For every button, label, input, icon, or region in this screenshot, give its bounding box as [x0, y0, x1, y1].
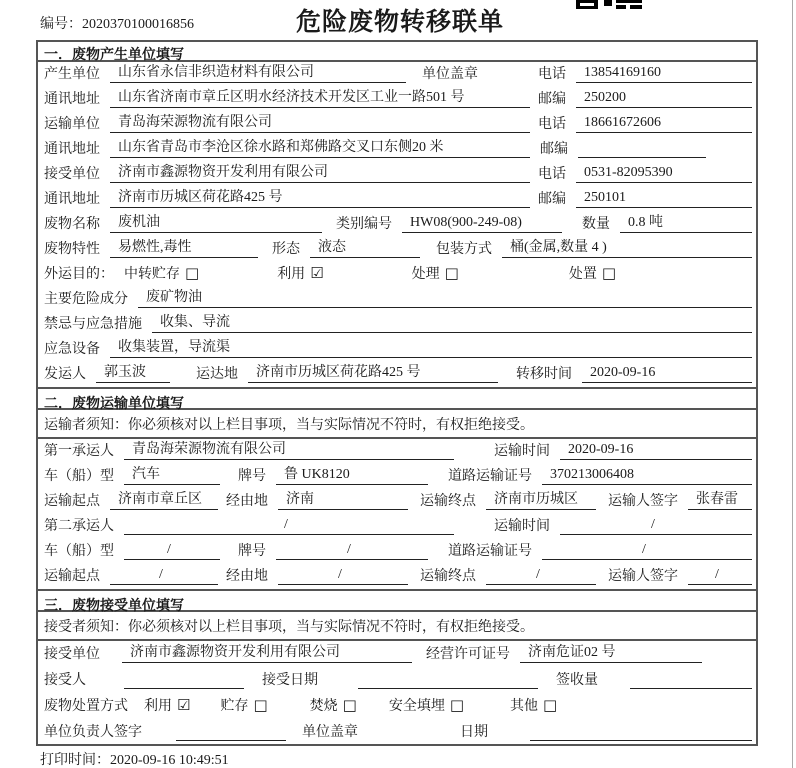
transporter-zip-value	[578, 143, 706, 158]
transport-time2-value: /	[560, 517, 752, 535]
transport-time2-label: 运输时间	[494, 518, 550, 534]
transporter-zip-label: 邮编	[540, 141, 568, 157]
generator-address-value: 山东省济南市章丘区明水经济技术开发区工业一路501 号	[110, 90, 530, 108]
end2-value: /	[486, 567, 596, 585]
option-transfer-storage-label: 中转贮存	[124, 266, 180, 282]
category-label: 类别编号	[336, 216, 392, 232]
vehicle2-value: /	[124, 542, 220, 560]
sign2-value: /	[688, 567, 752, 585]
address-label: 通讯地址	[44, 191, 100, 207]
accept-date-label: 接受日期	[262, 672, 318, 688]
serial-value: 2020370100016856	[82, 17, 194, 32]
receiving-unit-label: 接受单位	[44, 646, 100, 662]
carrier1-value: 青岛海荣源物流有限公司	[124, 442, 454, 460]
row-route2	[38, 564, 756, 589]
generator-value: 山东省永信非织造材料有限公司	[110, 65, 406, 83]
generator-phone-value: 13854169160	[576, 65, 752, 83]
section3-title: 三．废物接受单位填写	[38, 589, 756, 612]
generator-phone-label: 电话	[538, 66, 566, 82]
carrier1-label: 第一承运人	[44, 443, 114, 459]
page-edge-line	[792, 0, 793, 768]
row-vehicle1	[38, 464, 756, 489]
option-dispose	[569, 265, 616, 283]
carrier2-value: /	[124, 517, 454, 535]
option-use3	[144, 697, 190, 715]
generator-zip-value: 250200	[576, 90, 752, 108]
landfill-checkbox: □	[449, 695, 465, 714]
unit-seal3-label: 单位盖章	[302, 724, 358, 740]
receiver-address-value: 济南市历城区荷花路425 号	[110, 190, 530, 208]
via1-label: 经由地	[226, 493, 268, 509]
burn-checkbox: □	[342, 695, 357, 714]
option-burn	[310, 697, 357, 715]
use-checkbox: ☑	[310, 263, 324, 282]
row-emergency-equipment	[38, 337, 756, 362]
characteristics-value: 易燃性,毒性	[110, 240, 258, 258]
option-other	[510, 697, 557, 715]
waste-name-label: 废物名称	[44, 216, 100, 232]
row-transport-purpose	[38, 262, 756, 287]
manager-sign-label: 单位负责人签字	[44, 724, 142, 740]
row-transporter	[38, 112, 756, 137]
document-header	[0, 0, 796, 40]
end1-value: 济南市历城区	[486, 492, 596, 510]
row-carrier2	[38, 514, 756, 539]
characteristics-label: 废物特性	[44, 241, 100, 257]
origin1-value: 济南市章丘区	[110, 492, 218, 510]
transfer-date-value: 2020-09-16	[582, 365, 752, 383]
dispose-checkbox: □	[601, 263, 617, 282]
taboo-value: 收集、导流	[152, 315, 752, 333]
generator-label: 产生单位	[44, 66, 100, 82]
row-shipper	[38, 362, 756, 387]
manager-sign-value	[176, 726, 286, 741]
option-other-label: 其他	[510, 698, 539, 714]
form-box	[36, 40, 758, 746]
origin2-label: 运输起点	[44, 568, 100, 584]
option-dispose-label: 处置	[568, 266, 597, 282]
sign1-label: 运输人签字	[608, 493, 678, 509]
vehicle1-value: 汽车	[124, 467, 220, 485]
hazard-value: 废矿物油	[138, 290, 752, 308]
carrier2-label: 第二承运人	[44, 518, 114, 534]
quantity-label: 数量	[582, 216, 610, 232]
packaging-value: 桶(金属,数量 4 )	[502, 240, 752, 258]
row-manager-sign	[38, 719, 756, 745]
other-checkbox: □	[543, 695, 558, 714]
taboo-label: 禁忌与应急措施	[44, 316, 142, 332]
form-value: 液态	[310, 240, 420, 258]
plate1-label: 牌号	[238, 468, 266, 484]
row-receiver	[38, 162, 756, 187]
option-burn-label: 焚烧	[309, 698, 338, 714]
row-waste-name	[38, 212, 756, 237]
origin1-label: 运输起点	[44, 493, 100, 509]
row-generator-address	[38, 87, 756, 112]
row-transporter-address	[38, 137, 756, 162]
row-receiver-address	[38, 187, 756, 212]
transfer-date-label: 转移时间	[516, 366, 572, 382]
packaging-label: 包装方式	[436, 241, 492, 257]
row-carrier1	[38, 439, 756, 464]
option-landfill-label: 安全填埋	[388, 698, 445, 714]
via2-value: /	[278, 567, 408, 585]
option-treat-label: 处理	[411, 266, 440, 282]
row-receiving-unit	[38, 641, 756, 667]
row-disposal-method	[38, 693, 756, 719]
qr-code-remnant-icon	[576, 0, 646, 10]
permit-value: 济南危证02 号	[520, 645, 702, 663]
receiver-value: 济南市鑫源物资开发利用有限公司	[110, 165, 530, 183]
receiver-phone-label: 电话	[538, 166, 566, 182]
origin2-value: /	[110, 567, 218, 585]
recipient-label: 接受人	[44, 672, 86, 688]
date3-value	[530, 726, 752, 741]
amount-label: 签收量	[556, 672, 598, 688]
option-use3-label: 利用	[144, 698, 172, 714]
quantity-value: 0.8 吨	[620, 215, 752, 233]
waste-name-value: 废机油	[110, 215, 322, 233]
address-label: 通讯地址	[44, 91, 100, 107]
destination-label: 运达地	[196, 366, 238, 382]
shipper-label: 发运人	[44, 366, 86, 382]
permit-label: 经营许可证号	[426, 646, 510, 662]
via2-label: 经由地	[226, 568, 268, 584]
accept-date-value	[358, 674, 538, 689]
end1-label: 运输终点	[420, 493, 476, 509]
receiver-zip-label: 邮编	[538, 191, 566, 207]
transport-time1-label: 运输时间	[494, 443, 550, 459]
transporter-value: 青岛海荣源物流有限公司	[110, 115, 530, 133]
sign1-value: 张春雷	[688, 492, 752, 510]
print-time	[40, 749, 229, 768]
amount-value	[630, 674, 752, 689]
transporter-address-value: 山东省青岛市李沧区徐水路和郑佛路交叉口东侧20 米	[110, 140, 530, 158]
page-title: 危险废物转移联单	[295, 8, 504, 36]
print-time-value: 2020-09-16 10:49:51	[110, 753, 229, 768]
road-license2-label: 道路运输证号	[448, 543, 532, 559]
option-landfill	[389, 697, 464, 715]
unit-seal-label: 单位盖章	[422, 66, 478, 82]
option-use-label: 利用	[277, 266, 306, 282]
form-label: 形态	[272, 241, 300, 257]
option-treat	[412, 265, 459, 283]
purpose-label: 外运目的：	[44, 266, 114, 282]
destination-value: 济南市历城区荷花路425 号	[248, 365, 498, 383]
transfer-storage-checkbox: □	[185, 263, 200, 282]
recipient-value	[124, 674, 244, 689]
via1-value: 济南	[278, 492, 408, 510]
row-route1	[38, 489, 756, 514]
vehicle2-label: 车（船）型	[44, 543, 114, 559]
section2-title: 二．废物运输单位填写	[38, 387, 756, 410]
category-value: HW08(900-249-08)	[402, 215, 562, 233]
receiver-notice: 接受者须知：你必须核对以上栏目事项，当与实际情况不符时，有权拒绝接受。	[38, 612, 756, 641]
row-generator	[38, 62, 756, 87]
sign2-label: 运输人签字	[608, 568, 678, 584]
transport-time1-value: 2020-09-16	[560, 442, 752, 460]
row-hazard-components	[38, 287, 756, 312]
date3-label: 日期	[460, 724, 488, 740]
treat-checkbox: □	[444, 263, 459, 282]
transporter-label: 运输单位	[44, 116, 100, 132]
equipment-label: 应急设备	[44, 341, 100, 357]
transporter-phone-label: 电话	[538, 116, 566, 132]
plate1-value: 鲁 UK8120	[276, 467, 428, 485]
end2-label: 运输终点	[420, 568, 476, 584]
receiver-phone-value: 0531-82095390	[576, 165, 752, 183]
disposal-label: 废物处置方式	[44, 698, 128, 714]
print-time-label: 打印时间：	[40, 753, 110, 768]
section1-title: 一．废物产生单位填写	[38, 42, 756, 62]
row-taboo-measures	[38, 312, 756, 337]
option-use	[277, 265, 323, 283]
option-store	[220, 697, 267, 715]
road-license2-value: /	[542, 542, 752, 560]
receiver-zip-value: 250101	[576, 190, 752, 208]
row-recipient	[38, 667, 756, 693]
address-label: 通讯地址	[44, 141, 100, 157]
store-checkbox: □	[253, 695, 268, 714]
receiver-label: 接受单位	[44, 166, 100, 182]
shipper-value: 郭玉波	[96, 365, 170, 383]
equipment-value: 收集装置，导流渠	[110, 340, 752, 358]
use3-checkbox: ☑	[177, 695, 191, 714]
transporter-phone-value: 18661672606	[576, 115, 752, 133]
transporter-notice: 运输者须知：你必须核对以上栏目事项，当与实际情况不符时，有权拒绝接受。	[38, 410, 756, 439]
vehicle1-label: 车（船）型	[44, 468, 114, 484]
plate2-label: 牌号	[238, 543, 266, 559]
road-license1-label: 道路运输证号	[448, 468, 532, 484]
road-license1-value: 370213006408	[542, 467, 752, 485]
option-store-label: 贮存	[220, 698, 249, 714]
plate2-value: /	[276, 542, 428, 560]
generator-zip-label: 邮编	[538, 91, 566, 107]
serial-label: 编号：	[40, 17, 82, 32]
receiving-unit-value: 济南市鑫源物资开发利用有限公司	[122, 645, 412, 663]
option-transfer-storage	[124, 265, 199, 283]
hazard-label: 主要危险成分	[44, 291, 128, 307]
row-waste-characteristics	[38, 237, 756, 262]
row-vehicle2	[38, 539, 756, 564]
